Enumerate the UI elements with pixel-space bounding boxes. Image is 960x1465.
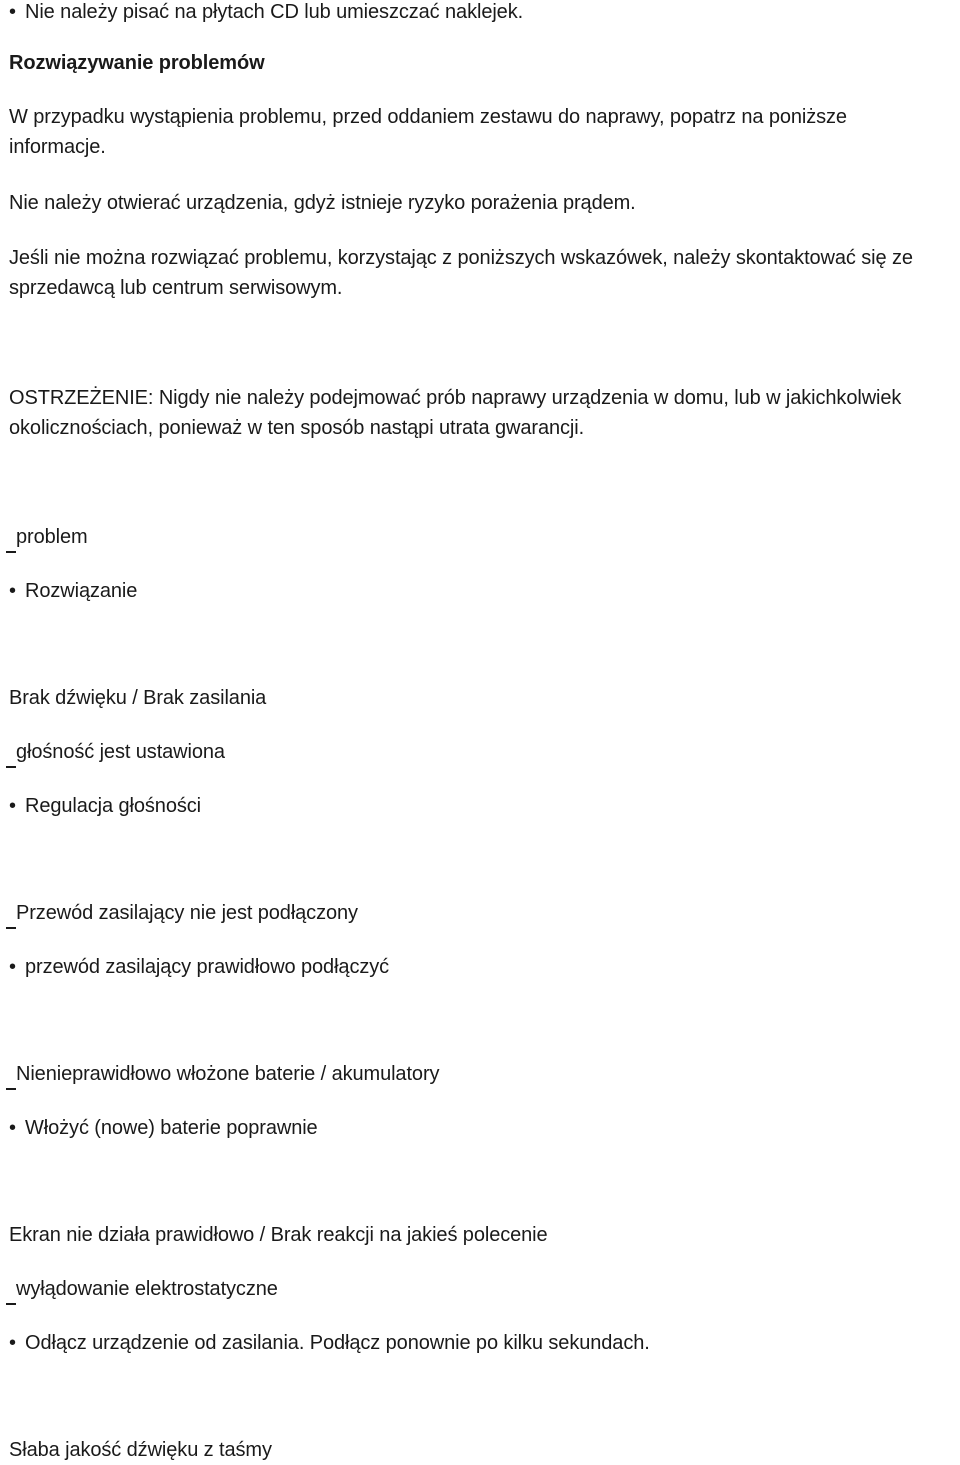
problem-tape-sound: Słaba jakość dźwięku z taśmy: [9, 1439, 272, 1461]
bullet-connect-cable: [9, 952, 956, 982]
text-esd: wyłądowanie elektrostatyczne: [16, 1278, 278, 1300]
bullet-solution: [9, 576, 956, 606]
paragraph-problem-intro: W przypadku wystąpienia problemu, przed oddaniem zestawu do naprawy, popatrz na poniższe informacje.: [9, 106, 847, 158]
dash-item-batteries-wrong: [9, 1059, 956, 1089]
dash-item-cable-unplugged: [9, 898, 956, 928]
section-heading-troubleshooting: Rozwiązywanie problemów: [9, 52, 265, 74]
bullet-no-writing-cd: [9, 0, 956, 27]
bullet-volume-adjust: [9, 791, 956, 821]
dash-item-esd: [9, 1274, 956, 1304]
text-batteries-wrong: Nienieprawidłowo włożone baterie / akumulatory: [16, 1063, 440, 1085]
text-disconnect-power: Odłącz urządzenie od zasilania. Podłącz ponownie po kilku sekundach.: [25, 1332, 650, 1354]
text-problem: problem: [16, 526, 88, 548]
paragraph-warning: OSTRZEŻENIE: Nigdy nie należy podejmować prób naprawy urządzenia w domu, lub w jakichkolwiek okolicznościach, ponieważ w ten sposób nastąpi utrata gwarancji.: [9, 387, 902, 439]
text-volume-set: głośność jest ustawiona: [16, 741, 225, 763]
bullet-disconnect-power: [9, 1328, 956, 1358]
bullet-insert-batteries: [9, 1113, 956, 1143]
paragraph-do-not-open: Nie należy otwierać urządzenia, gdyż istnieje ryzyko porażenia prądem.: [9, 192, 636, 214]
paragraph-contact-seller: Jeśli nie można rozwiązać problemu, korzystając z poniższych wskazówek, należy skontaktować się ze sprzedawcą lub centrum serwisowym.: [9, 247, 913, 299]
text-no-writing-cd: Nie należy pisać na płytach CD lub umieszczać naklejek.: [25, 1, 524, 23]
text-cable-unplugged: Przewód zasilający nie jest podłączony: [16, 902, 358, 924]
text-connect-cable: przewód zasilający prawidłowo podłączyć: [25, 956, 390, 978]
dash-item-volume-set: [9, 737, 956, 767]
text-insert-batteries: Włożyć (nowe) baterie poprawnie: [25, 1117, 318, 1139]
problem-no-sound: Brak dźwięku / Brak zasilania: [9, 687, 267, 709]
text-solution: Rozwiązanie: [25, 580, 138, 602]
text-volume-adjust: Regulacja głośności: [25, 795, 201, 817]
problem-screen: Ekran nie działa prawidłowo / Brak reakcji na jakieś polecenie: [9, 1224, 548, 1246]
dash-item-problem: [9, 522, 956, 552]
